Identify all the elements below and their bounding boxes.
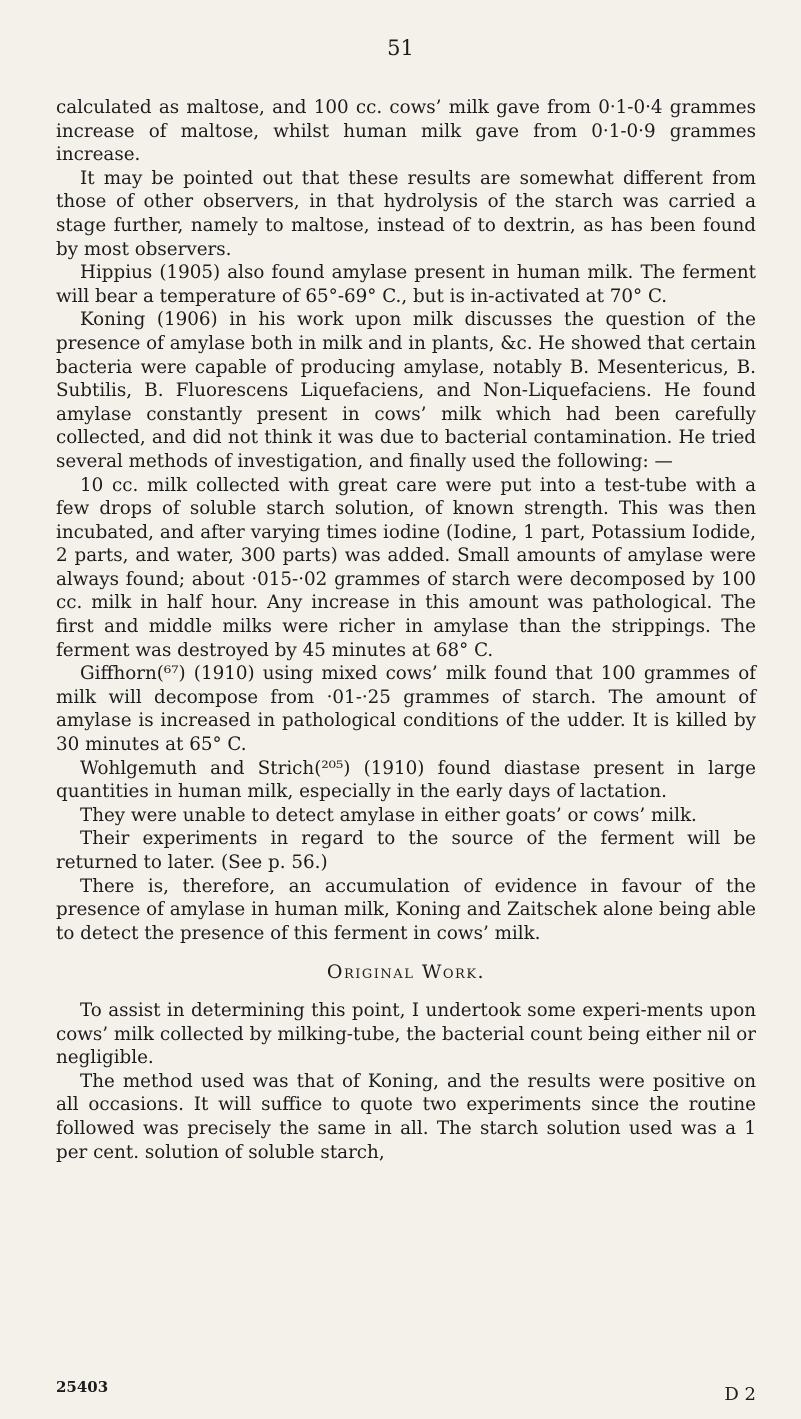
page-number: 51 <box>387 36 414 60</box>
paragraph-4: Koning (1906) in his work upon milk discusses the question of the presence of amylase both in milk and in plants, &c. He showed that certain bacteria were capable of producing amylase, notably B. Mesentericus, B. Subtilis, B. Fluorescens Liquefaciens, and Non-Liquefaciens. He found amylase constantly present in cows’ milk which had been carefully collected, and did not think it was due to bacterial contamination. He tried several methods of investigation, and finally used the following: — <box>56 309 756 472</box>
paragraph-9: Their experiments in regard to the source of the ferment will be returned to later. (See p. 56.) <box>56 828 756 873</box>
print-code: 25403 <box>56 1378 109 1396</box>
paragraph-5: 10 cc. milk collected with great care were put into a test-tube with a few drops of soluble starch solution, of known strength. This was then incubated, and after varying times iodine (Iodine, 1 part, Potassium Iodide, 2 parts, and water, 300 parts) was added. Small amounts of amylase were always found; about ·015-·02 grammes of starch were decomposed by 100 cc. milk in half hour. Any increase in this amount was pathological. The first and middle milks were richer in amylase than the strippings. The ferment was destroyed by 45 minutes at 68° C. <box>56 474 756 661</box>
body-text <box>56 96 756 1164</box>
paragraph-6: Giffhorn(⁶⁷) (1910) using mixed cows’ milk found that 100 grammes of milk will decompose from ·01-·25 grammes of starch. The amount of amylase is increased in pathological conditions of the udder. It is killed by 30 minutes at 65° C. <box>56 663 756 756</box>
paragraph-10: There is, therefore, an accumulation of evidence in favour of the presence of amylase in human milk, Koning and Zaitschek alone being able to detect the presence of this ferment in cows’ milk. <box>56 875 756 944</box>
paragraph-7: Wohlgemuth and Strich(²⁰⁵) (1910) found diastase present in large quantities in human milk, especially in the early days of lactation. <box>56 757 756 803</box>
paragraph-11: To assist in determining this point, I undertook some experi-ments upon cows’ milk collected by milking-tube, the bacterial count being either nil or negligible. <box>56 999 756 1069</box>
signature-mark: D 2 <box>724 1384 756 1405</box>
paragraph-8: They were unable to detect amylase in either goats’ or cows’ milk. <box>80 804 697 826</box>
paragraph-12: The method used was that of Koning, and the results were positive on all occasions. It will suffice to quote two experiments since the routine followed was precisely the same in all. The starch solution used was a 1 per cent. solution of soluble starch, <box>56 1070 756 1163</box>
paragraph-1: calculated as maltose, and 100 cc. cows’ milk gave from 0·1-0·4 grammes increase of maltose, whilst human milk gave from 0·1-0·9 grammes increase. <box>56 97 756 166</box>
section-heading: Original Work. <box>326 961 486 984</box>
paragraph-3: Hippius (1905) also found amylase present in human milk. The ferment will bear a temperature of 65°-69° C., but is in-activated at 70° C. <box>56 262 756 307</box>
paragraph-2: It may be pointed out that these results are somewhat different from those of other observers, in that hydrolysis of the starch was carried a stage further, namely to maltose, instead of to dextrin, as has been found by most observers. <box>56 167 756 260</box>
